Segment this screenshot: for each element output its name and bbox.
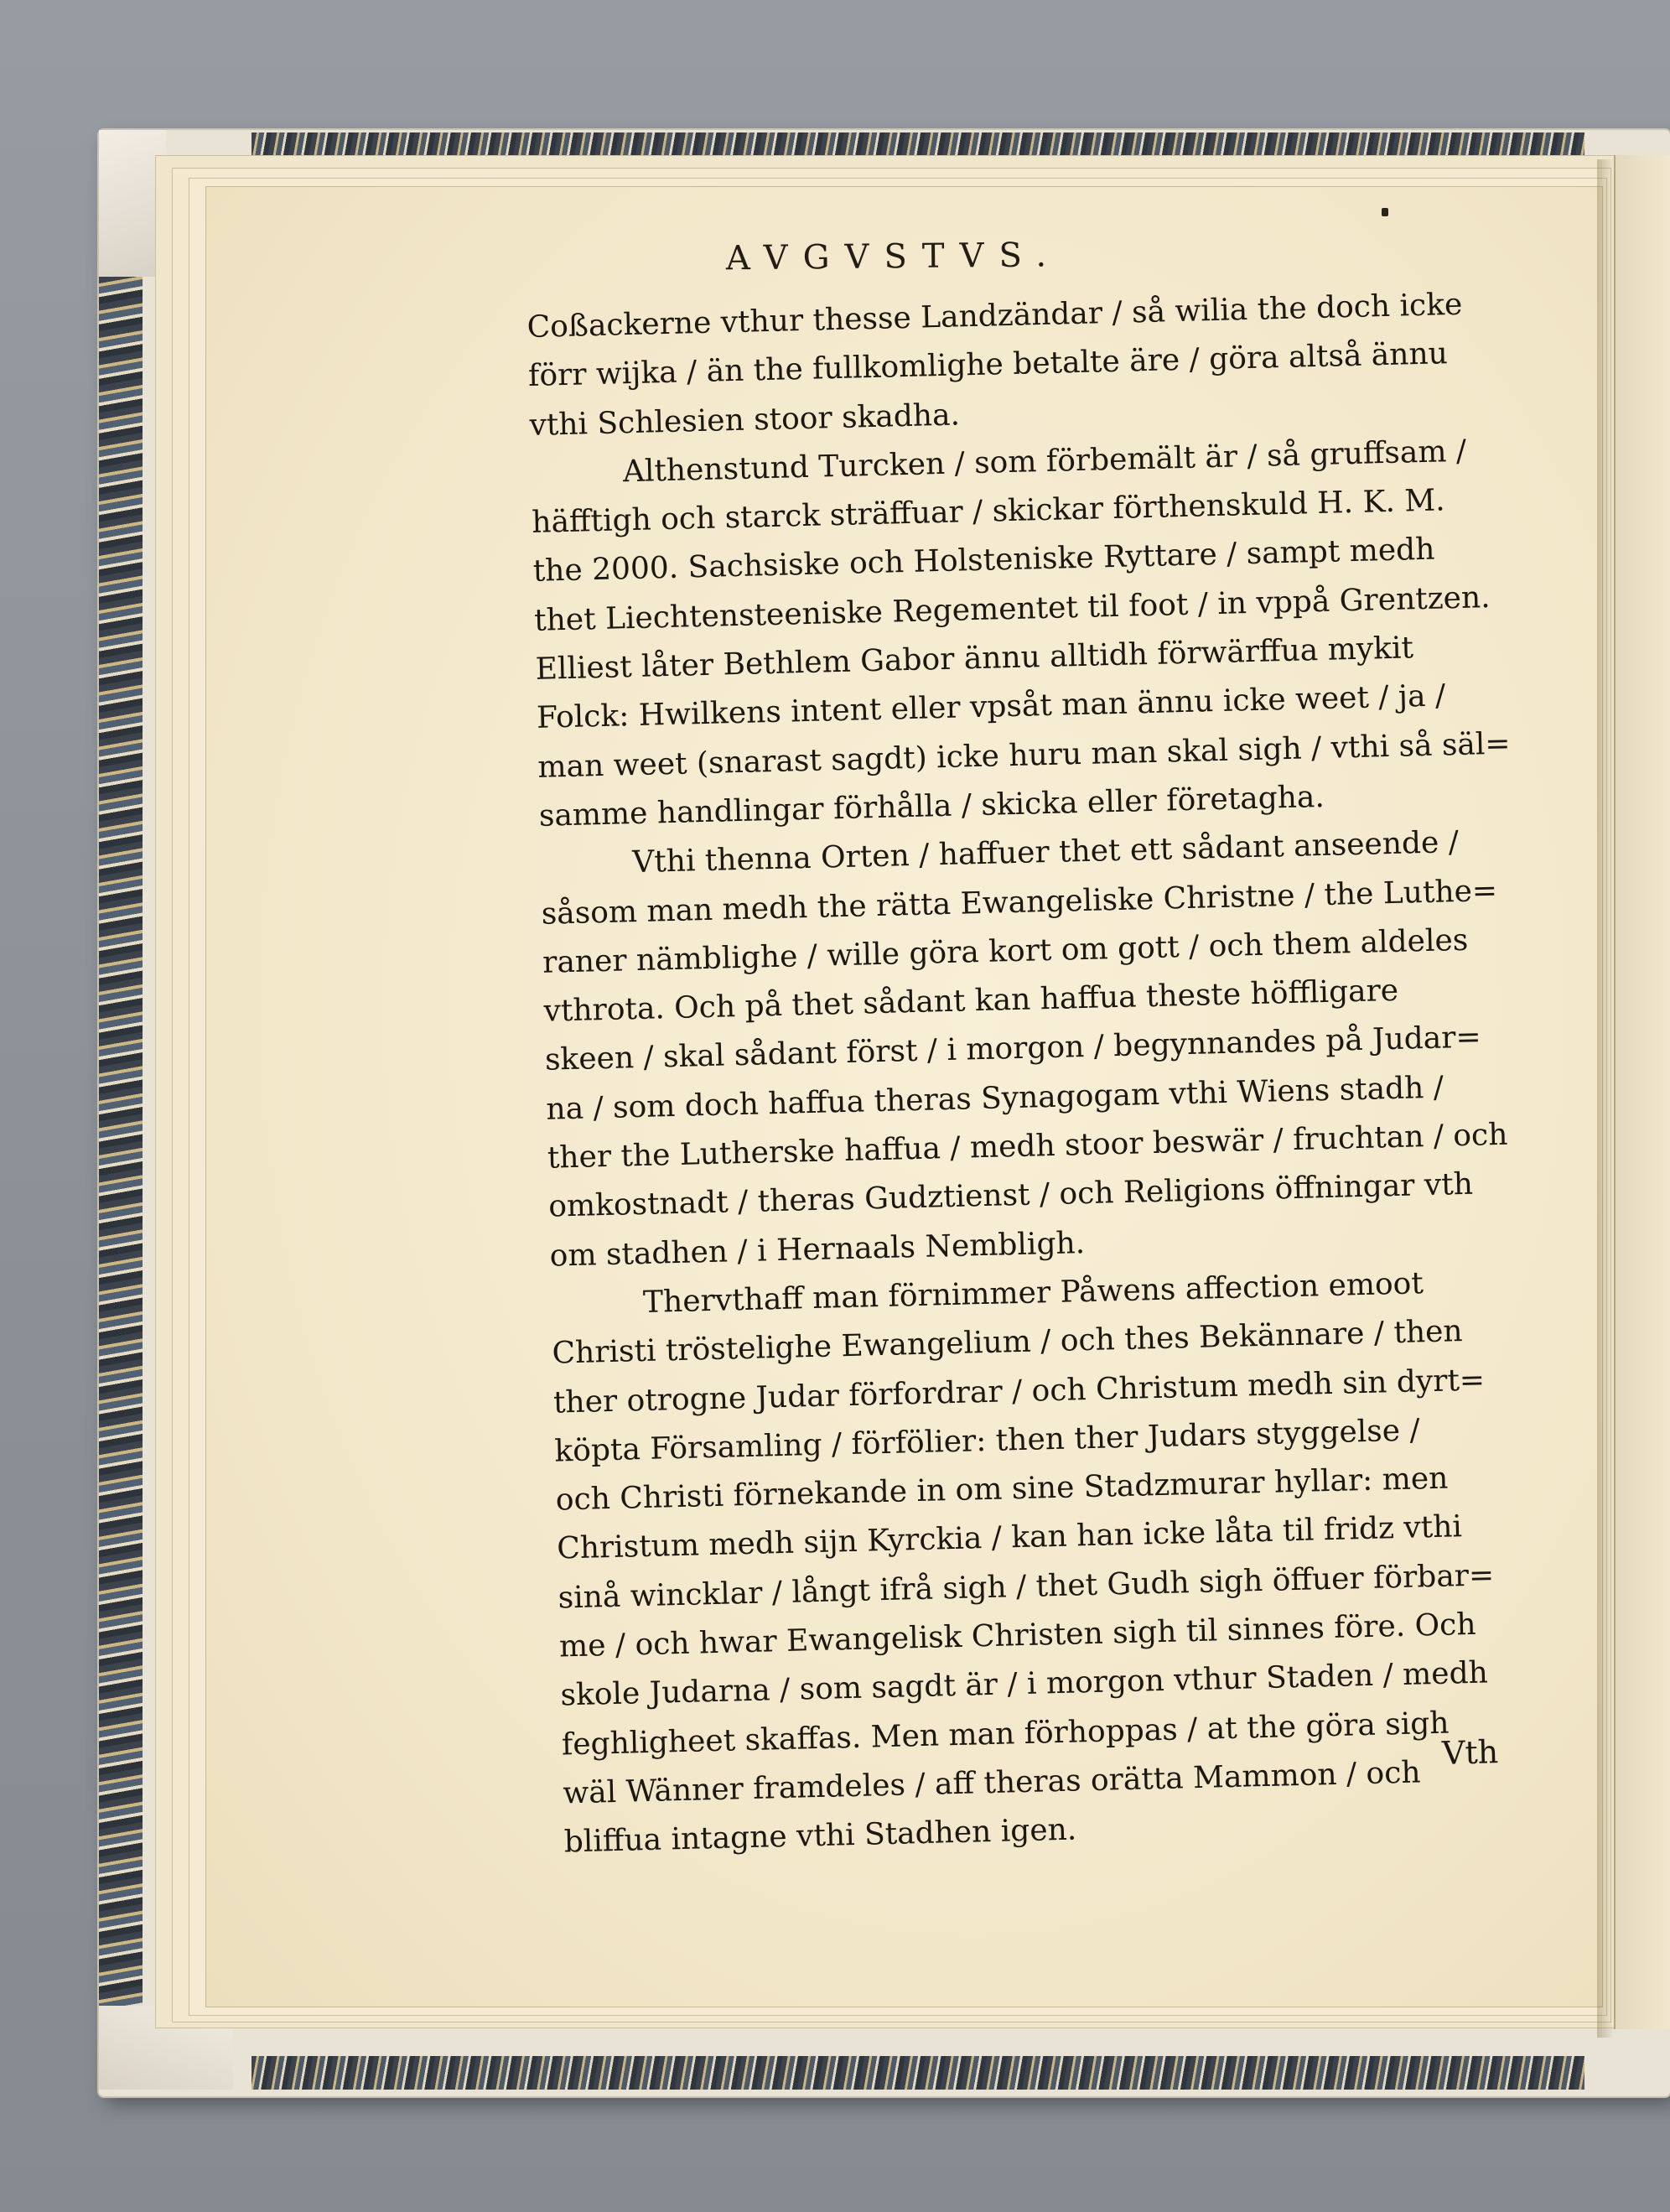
text-line: raner nämblighe / wille göra kort om gott / och them aldeles [542,922,1469,980]
text-line: thet Liechtensteeniske Regementet til foot / in vppå Grentzen. [533,579,1491,638]
text-line: Elliest låter Bethlem Gabor ännu alltidh förwärffua mykit [535,631,1414,687]
text-line: feghligheet skaffas. Men man förhoppas / at the göra sigh [561,1706,1450,1763]
text-line: man weet (snarast sagdt) icke huru man skal sigh / vthi så säl= [537,726,1512,785]
text-line: skeen / skal sådant först / i morgon / begynnandes på Judar= [544,1020,1482,1078]
text-line: ther the Lutherske haffua / medh stoor beswär / fruchtan / och [547,1117,1508,1176]
marbled-board-top [252,132,1584,158]
text-line: wäl Wänner framdeles / aff theras orätta Mammon / och [562,1755,1422,1811]
text-line: me / och hwar Ewangelisk Christen sigh til sinnes före. Och [558,1607,1476,1664]
text-line: omkostnadt / theras Gudztienst / och Religions öffningar vth [547,1167,1474,1225]
text-line: na / som doch haffua theras Synagogam vthi Wiens stadh / [545,1070,1444,1127]
text-line: samme handlingar förhålla / skicka eller företagha. [538,779,1325,833]
body-text [526,278,1582,1867]
marbled-board-bottom [252,2056,1584,2090]
text-line: häfftigh och starck sträffuar / skickar förthenskuld H. K. M. [531,483,1446,541]
text-line: såsom man medh the rätta Ewangeliske Christne / the Luthe= [541,873,1498,932]
text-line: the 2000. Sachsiske och Holsteniske Ryttare / sampt medh [532,532,1435,589]
running-head: AVGVSTVS. [725,236,1062,278]
page-gutter [1597,159,1614,2038]
text-line: och Christi förnekande in om sine Stadzmurar hyllar: men [555,1461,1449,1518]
text-line: Folck: Hwilkens intent eller vpsåt man ännu icke weet / ja / [536,678,1446,736]
catchword: Vth [1441,1733,1499,1772]
text-line: Christi tröstelighe Ewangelium / och thes Bekännare / then [552,1314,1464,1371]
marbled-board-left [99,277,143,2046]
text-line: bliffua intagne vthi Stadhen igen. [563,1812,1077,1860]
text-line: Christum medh sijn Kyrckia / kan han icke låta til fridz vthi [556,1509,1463,1566]
ink-mark [1382,208,1388,216]
text-line: Coßackerne vthur thesse Landzändar / så wilia the doch icke [526,287,1463,345]
text-line: förr wijka / än the fullkomlighe betalte äre / göra altså ännu [527,336,1449,394]
text-line: vthi Schlesien stoor skadha. [529,397,961,443]
text-line: om stadhen / i Hernaals Nembligh. [549,1225,1086,1274]
text-line: sinå wincklar / långt ifrå sigh / thet Gudh sigh öffuer förbar= [558,1557,1495,1616]
text-line: ther otrogne Judar förfordrar / och Christum medh sin dyrt= [552,1362,1486,1420]
facing-page [1614,155,1670,2029]
text-line: Althenstund Turcken / som förbemält är / så gruffsam / [622,434,1467,490]
text-line: köpta Församling / förfölier: then ther Judars styggelse / [553,1413,1421,1469]
text-line: Thervthaff man förnimmer Påwens affection emoot [642,1266,1424,1320]
text-line: skole Judarna / som sagdt är / i morgon vthur Staden / medh [560,1655,1489,1713]
text-line: Vthi thenna Orten / haffuer thet ett sådant anseende / [631,825,1460,880]
text-line: vthrota. Och på thet sådant kan haffua theste höffligare [543,973,1399,1029]
